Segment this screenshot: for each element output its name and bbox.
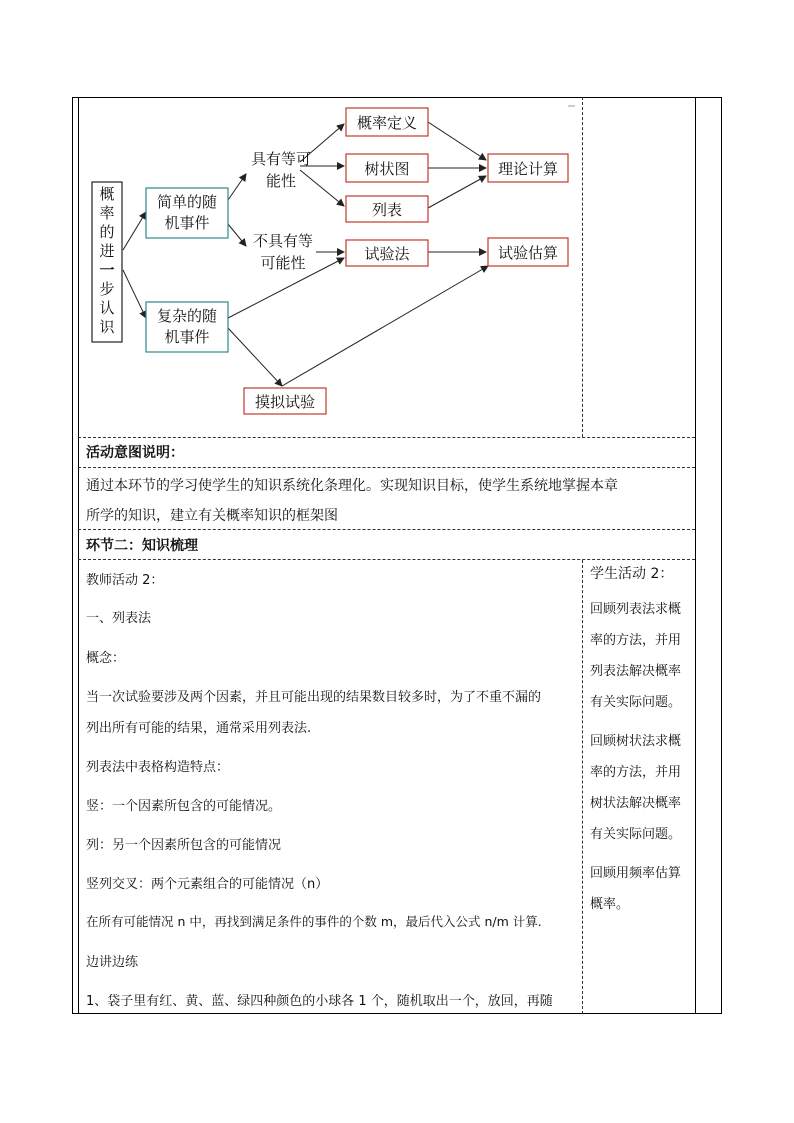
student-line: 有关实际问题。 [590,827,682,842]
cross-desc: 竖列交叉：两个元素组合的可能情况（n） [86,877,329,892]
main-topic-label: 概 率 的 进 一 步 认 识 [99,185,115,336]
theory-label: 理论计算 [497,160,558,178]
concept-line-2: 列出所有可能的结果，通常采用列表法. [86,721,312,736]
column-desc: 列：另一个因素所包含的可能情况 [86,838,282,853]
student-line: 有关实际问题。 [590,695,682,710]
practice-label: 边讲边练 [86,955,139,970]
find-m-desc: 在所有可能情况 n 中，再找到满足条件的事件的个数 m，最后代入公式 n/m 计算. [86,914,542,929]
student-line: 列表法解决概率 [590,664,682,679]
student-line: 回顾列表法求概 [590,602,682,617]
equal-possibility-label: 具有等可 能性 [250,150,311,190]
table-features: 列表法中表格构造特点： [86,760,230,775]
complex-event-label: 复杂的随 机事件 [156,307,217,346]
estimate-label: 试验估算 [497,244,558,262]
student-title: 学生活动 2： [590,566,674,582]
student-line: 率的方法，并用 [590,765,682,780]
question-1: 1、袋子里有红、黄、蓝、绿四种颜色的小球各 1 个，随机取出一个，放回，再随 [86,994,553,1009]
definition-label: 概率定义 [356,114,417,132]
simple-event-label: 简单的随 机事件 [156,193,217,232]
intent-line-1: 通过本环节的学习使学生的知识系统化条理化。实现知识目标，使学生系统地掌握本章 [86,478,618,494]
vertical-desc: 竖：一个因素所包含的可能情况。 [86,799,282,814]
experiment-label: 试验法 [364,245,410,263]
tree-label: 树状图 [364,160,410,178]
student-line: 率的方法，并用 [590,633,682,648]
unequal-possibility-label: 不具有等 可能性 [252,232,313,272]
student-line: 树状法解决概率 [590,796,682,811]
simulation-label: 摸拟试验 [254,393,315,411]
intent-line-2: 所学的知识，建立有关概率知识的框架图 [86,508,338,524]
student-line: 回顾树状法求概 [590,734,682,749]
student-line: 概率。 [590,897,630,912]
table-label: 列表 [371,201,402,219]
concept-line-1: 当一次试验要涉及两个因素，并且可能出现的结果数目较多时，为了不重不漏的 [86,690,542,705]
method-heading: 一、列表法 [86,611,152,626]
student-line: 回顾用频率估算 [590,866,682,881]
teacher-title: 教师活动 2： [86,573,164,588]
concept-label: 概念： [86,651,126,666]
section2-heading: 环节二：知识梳理 [86,538,198,554]
intent-heading: 活动意图说明： [86,445,184,461]
